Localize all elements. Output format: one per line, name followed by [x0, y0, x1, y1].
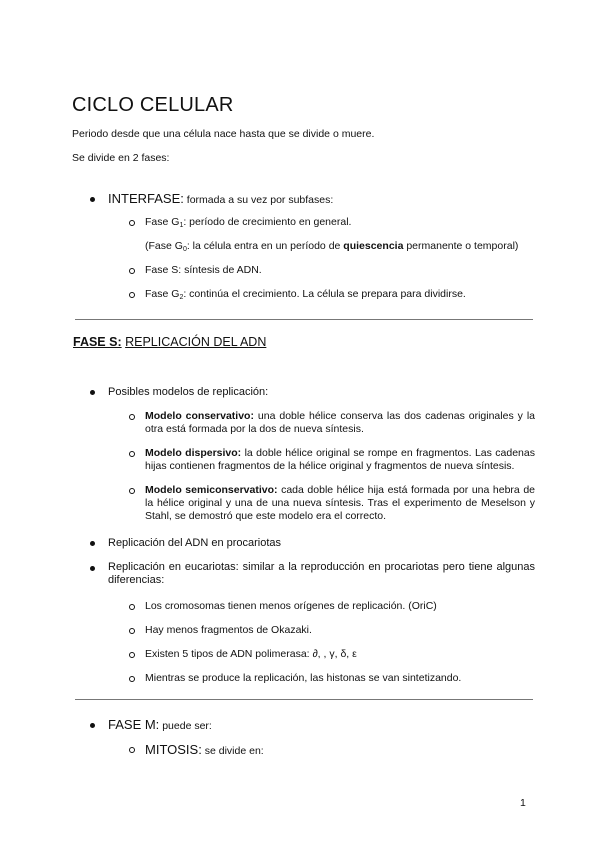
bullet [90, 541, 95, 546]
sub-bullet [129, 488, 135, 494]
model-semiconservative [145, 484, 535, 523]
g2-sub: 2 [179, 294, 184, 301]
bullet [90, 390, 95, 395]
page-number: 1 [520, 797, 526, 809]
model-dispersive [145, 447, 535, 473]
m2-bold: Modelo dispersivo: [145, 447, 242, 459]
phase-g2 [145, 288, 466, 301]
sub-bullet [129, 292, 135, 298]
sub-bullet [129, 604, 135, 610]
g0-open: (Fase G [145, 240, 183, 252]
g1-sub: 1 [179, 222, 184, 229]
sub-bullet [129, 414, 135, 420]
divider [75, 699, 533, 700]
phase-g1 [145, 216, 351, 229]
bullet [90, 197, 95, 202]
heading-replicacion: REPLICACIÓN DEL ADN [125, 335, 267, 349]
mitosis-desc: se divide en: [204, 745, 264, 757]
g2-prefix: Fase G [145, 288, 180, 300]
mitosis-label: MITOSIS: [145, 742, 202, 757]
m1-bold: Modelo conservativo: [145, 410, 254, 422]
g1-text: : período de crecimiento en general. [183, 216, 352, 228]
eukaryote-diff-1: Los cromosomas tienen menos orígenes de replicación. (OriC) [145, 600, 437, 612]
m3-bold: Modelo semiconservativo: [145, 484, 278, 496]
sub-bullet [129, 451, 135, 457]
eukaryote-item: Replicación en eucariotas: similar a la reproducción en procariotas pero tiene algunas diferencias: [108, 561, 535, 586]
models-label: Posibles modelos de replicación: [108, 386, 269, 398]
page-title: CICLO CELULAR [72, 94, 234, 116]
divider [75, 319, 533, 320]
phase-s: Fase S: síntesis de ADN. [145, 264, 262, 276]
interfase-desc: formada a su vez por subfases: [186, 194, 334, 206]
sub-bullet [129, 220, 135, 226]
sub-bullet [129, 652, 135, 658]
section-heading [73, 335, 266, 349]
interfase-label: INTERFASE: [108, 191, 184, 206]
sub-bullet [129, 628, 135, 634]
intro-line-1: Periodo desde que una célula nace hasta que se divide o muere. [72, 128, 375, 140]
prokaryote-item: Replicación del ADN en procariotas [108, 537, 282, 549]
sub-bullet [129, 676, 135, 682]
intro-line-2: Se divide en 2 fases: [72, 152, 170, 164]
g0-text-b: permanente o temporal) [403, 240, 519, 252]
sub-bullet [129, 268, 135, 274]
eukaryote-diff-4: Mientras se produce la replicación, las histonas se van sintetizando. [145, 672, 462, 684]
fase-m-item [108, 718, 212, 733]
fase-m-label: FASE M: [108, 717, 160, 732]
model-conservative [145, 410, 535, 436]
g0-sub: 0 [182, 246, 187, 253]
mitosis-item [145, 743, 264, 758]
fase-m-desc: puede ser: [162, 720, 212, 732]
g0-bold: quiescencia [343, 240, 404, 252]
heading-fase-s: FASE S: [73, 335, 122, 349]
g2-text: : continúa el crecimiento. La célula se prepara para dividirse. [183, 288, 466, 300]
m2-text: la doble hélice original se rompe en fragmentos. Las cadenas hijas contienen fragmentos de la hélice original y fragmentos de nueva síntesis. [145, 447, 535, 472]
eukaryote-diff-2: Hay menos fragmentos de Okazaki. [145, 624, 312, 636]
eukaryote-diff-3: Existen 5 tipos de ADN polimerasa: ∂, , γ, δ, ε [145, 648, 357, 660]
bullet [90, 566, 95, 571]
m3-text: cada doble hélice hija está formada por una hebra de la hélice original y una de una nueva síntesis. Tras el experimento de Meselson y Stahl, se demostró que este modelo era el correcto. [145, 484, 535, 522]
g1-prefix: Fase G [145, 216, 180, 228]
bullet [90, 723, 95, 728]
sub-bullet [129, 747, 135, 753]
g0-text-a: : la célula entra en un período de [186, 240, 344, 252]
phase-g0 [145, 240, 518, 253]
interfase-item [108, 192, 333, 207]
m1-text: una doble hélice conserva las dos cadenas originales y la otra está formada por la dos de nueva síntesis. [145, 410, 535, 435]
